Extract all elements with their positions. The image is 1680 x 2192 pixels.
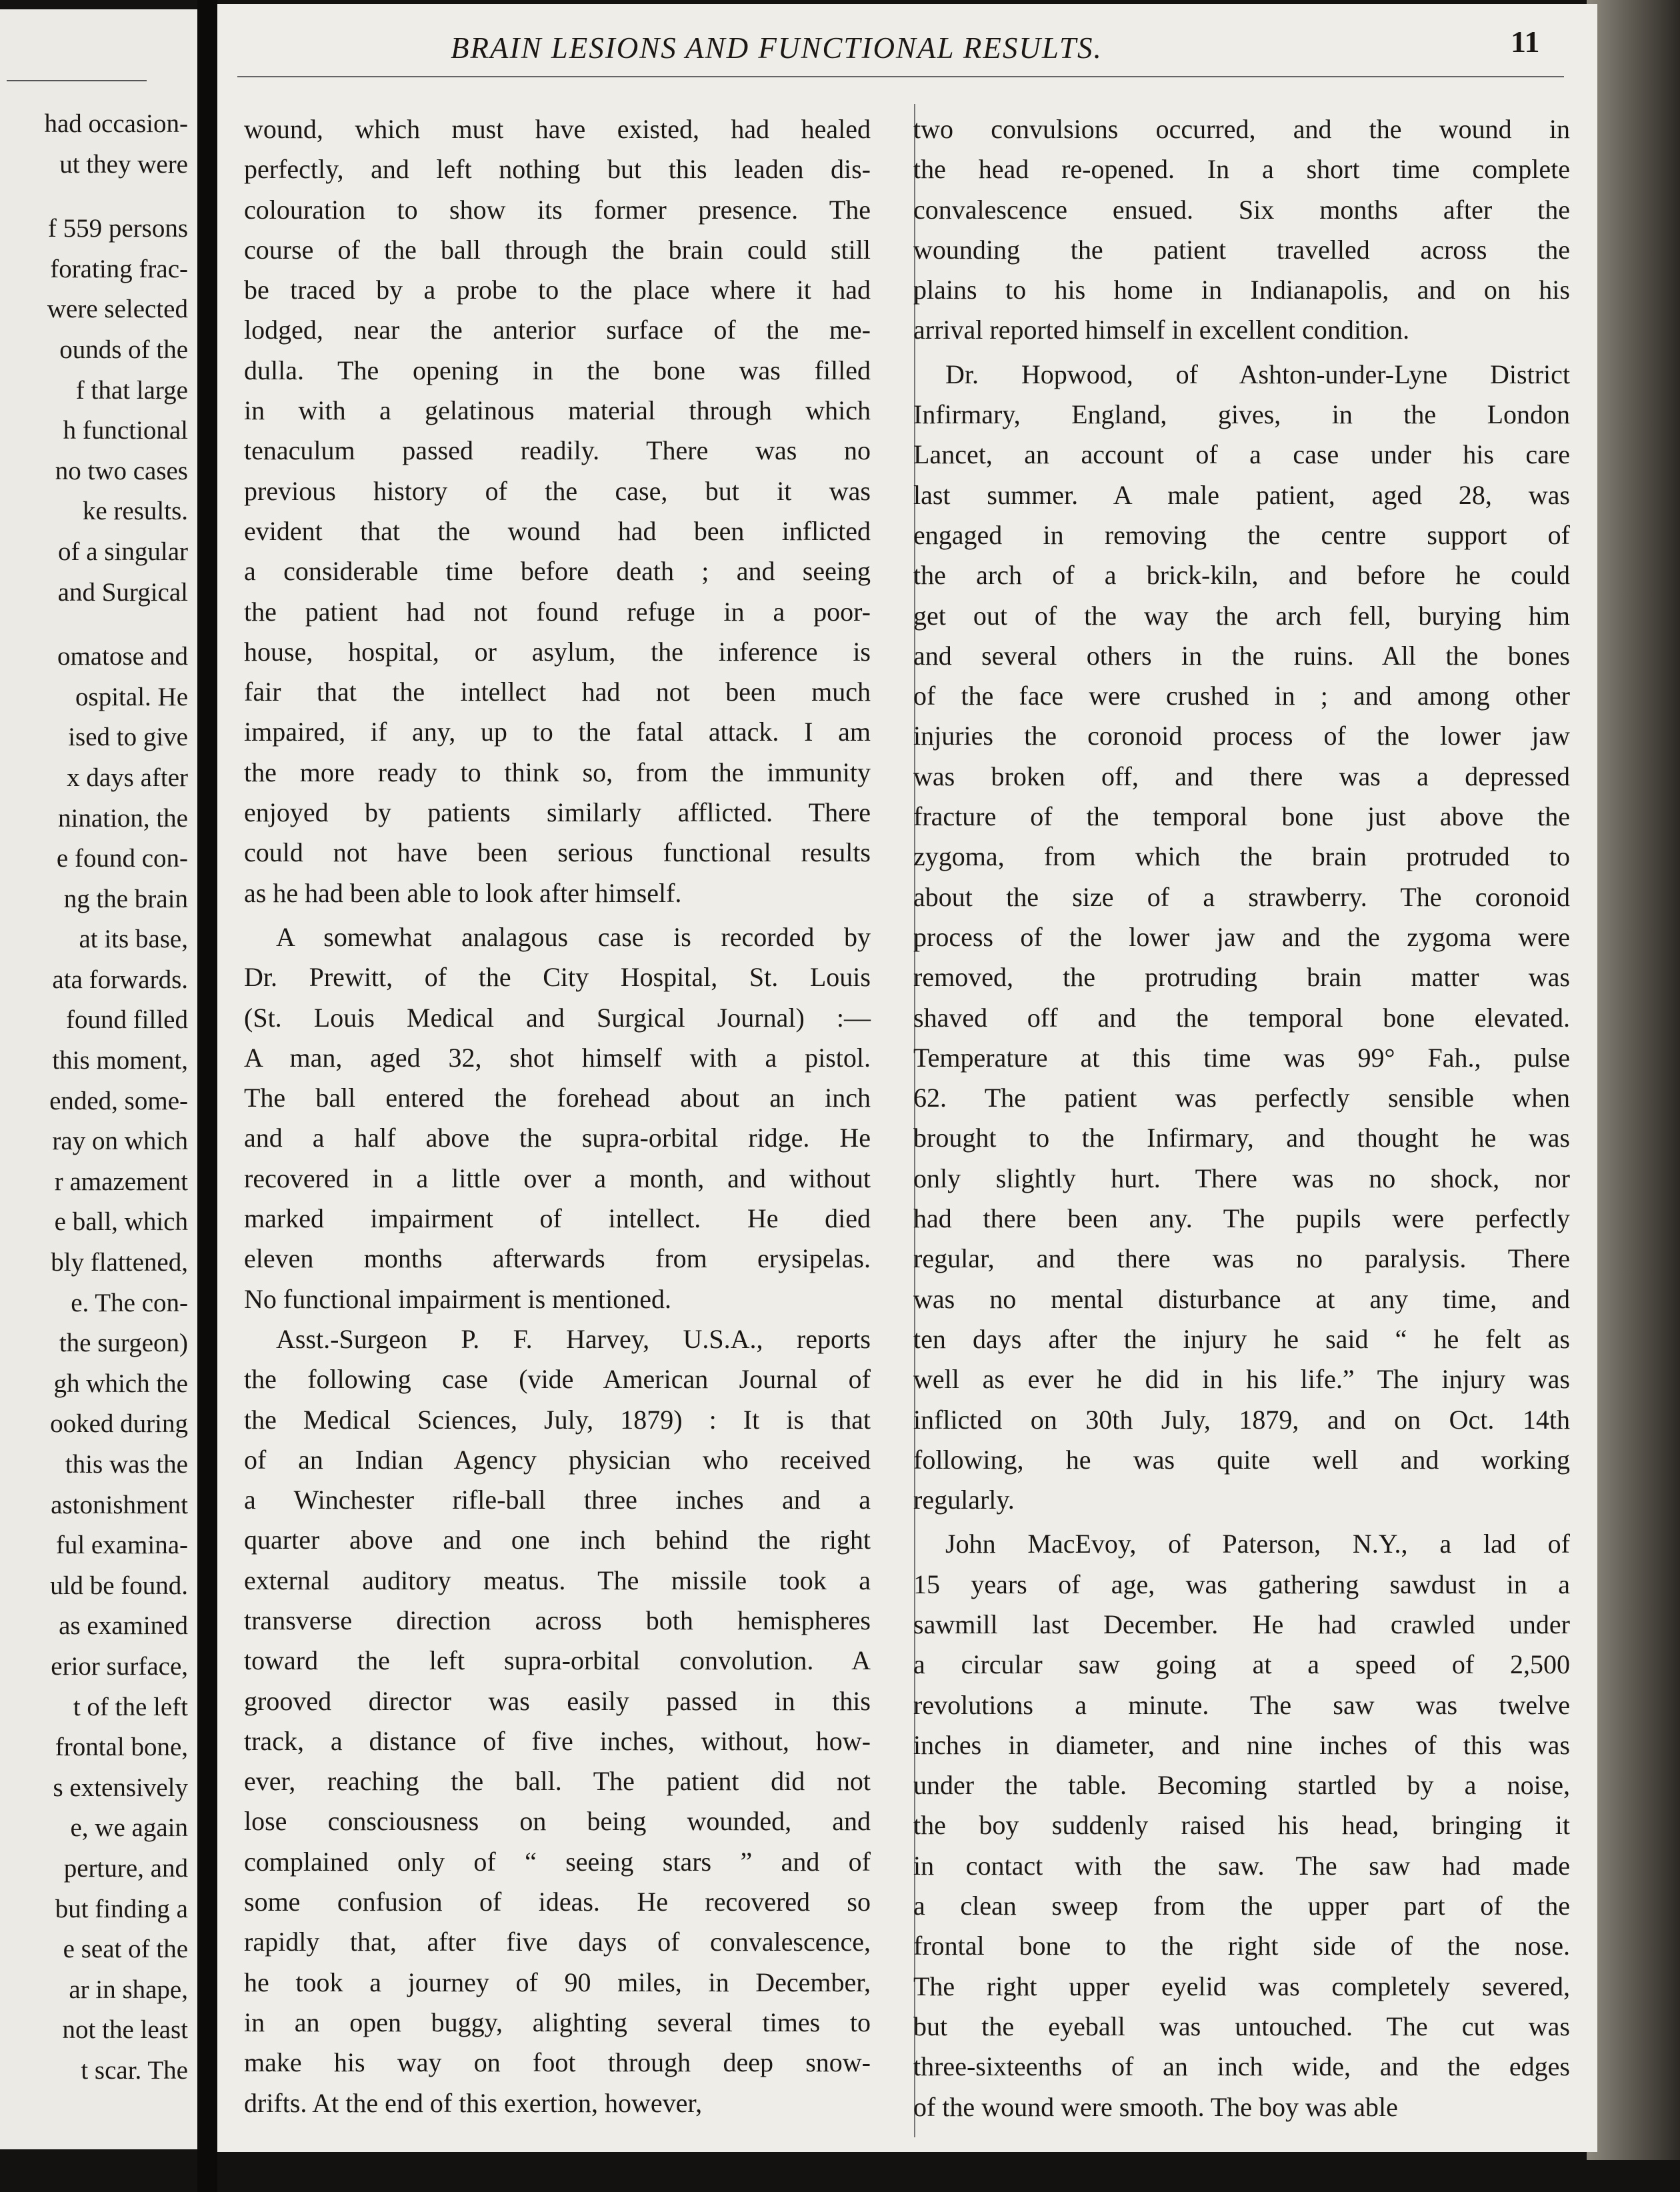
text-line: perfectly, and left nothing but this leaden dis-	[244, 154, 871, 185]
text-line: about the size of a strawberry. The coronoid	[913, 881, 1570, 912]
text-line: x days after	[67, 763, 188, 792]
text-line: following, he was quite well and working	[913, 1444, 1570, 1475]
text-line: in contact with the saw. The saw had made	[913, 1850, 1570, 1881]
text-line: arrival reported himself in excellent condition.	[913, 315, 1410, 345]
text-line: f that large	[75, 375, 188, 405]
text-line: process of the lower jaw and the zygoma were	[913, 921, 1570, 952]
paragraph-gap	[0, 613, 188, 637]
text-line: ful examina-	[55, 1531, 188, 1560]
text-line: 62. The patient was perfectly sensible when	[913, 1083, 1570, 1113]
text-line: ng the brain	[63, 884, 188, 913]
text-line: enjoyed by patients similarly afflicted. There	[244, 797, 871, 828]
text-line: transverse direction across both hemispheres	[244, 1605, 871, 1635]
text-line: well as ever he did in his life.” The injury was	[913, 1364, 1570, 1395]
text-line: Infirmary, England, gives, in the London	[913, 399, 1570, 430]
text-line: ke results.	[82, 497, 188, 526]
text-line: could not have been serious functional results	[244, 837, 871, 868]
text-line: no two cases	[55, 456, 188, 485]
text-line: previous history of the case, but it was	[244, 475, 871, 506]
text-line: A man, aged 32, shot himself with a pistol.	[244, 1042, 871, 1073]
text-line: omatose and	[57, 642, 188, 671]
text-line: t scar. The	[81, 2055, 188, 2085]
text-line: drifts. At the end of this exertion, however,	[244, 2087, 703, 2118]
text-line: quarter above and one inch behind the right	[244, 1525, 871, 1555]
text-line: revolutions a minute. The saw was twelve	[913, 1689, 1570, 1720]
text-line: ounds of the	[59, 335, 188, 364]
text-line: tenaculum passed readily. There was no	[244, 435, 871, 466]
text-line: r amazement	[54, 1167, 188, 1196]
text-line: ended, some-	[49, 1086, 188, 1115]
page	[217, 4, 1597, 2152]
text-line: the following case (vide American Journal of	[244, 1364, 871, 1395]
facing-page-fragment	[0, 9, 197, 2149]
text-line: found filled	[65, 1005, 188, 1035]
text-line: was no mental disturbance at any time, and	[913, 1283, 1570, 1314]
text-line: The ball entered the forehead about an inch	[244, 1083, 871, 1113]
text-line: plains to his home in Indianapolis, and on his	[913, 275, 1570, 305]
text-line: injuries the coronoid process of the lower jaw	[913, 721, 1570, 751]
text-line: some confusion of ideas. He recovered so	[244, 1887, 871, 1917]
book-gutter	[197, 0, 217, 2192]
left-column	[244, 109, 871, 2123]
text-line: course of the ball through the brain could still	[244, 234, 871, 265]
text-line: the more ready to think so, from the immunity	[244, 757, 871, 787]
text-line: No functional impairment is mentioned.	[244, 1283, 671, 1314]
page-edge	[1587, 0, 1680, 2160]
text-line: a Winchester rifle-ball three inches and a	[244, 1485, 871, 1515]
text-line: John MacEvoy, of Paterson, N.Y., a lad of	[945, 1529, 1570, 1559]
text-line: e, we again	[70, 1813, 188, 1843]
text-line: was broken off, and there was a depressed	[913, 761, 1570, 791]
text-line: Dr. Prewitt, of the City Hospital, St. Louis	[244, 962, 871, 993]
text-line: shaved off and the temporal bone elevated.	[913, 1002, 1570, 1033]
text-line: he took a journey of 90 miles, in December,	[244, 1967, 871, 1997]
text-line: under the table. Becoming startled by a noise,	[913, 1770, 1570, 1801]
text-line: only slightly hurt. There was no shock, nor	[913, 1163, 1570, 1193]
text-line: this moment,	[52, 1046, 188, 1075]
text-line: e found con-	[56, 844, 188, 873]
text-line: the head re-opened. In a short time complete	[913, 154, 1570, 185]
text-line: Lancet, an account of a case under his care	[913, 439, 1570, 470]
text-line: marked impairment of intellect. He died	[244, 1203, 871, 1234]
text-line: lose consciousness on being wounded, and	[244, 1806, 871, 1837]
facing-page-text	[0, 104, 188, 2091]
text-line: The right upper eyelid was completely severed,	[913, 1971, 1570, 2001]
text-line: track, a distance of five inches, without, how-	[244, 1725, 871, 1756]
right-column	[907, 109, 1570, 2127]
text-line: removed, the protruding brain matter was	[913, 962, 1570, 993]
text-line: A somewhat analagous case is recorded by	[276, 921, 871, 952]
text-line: in an open buggy, alighting several times to	[244, 2007, 871, 2037]
text-line: as examined	[59, 1611, 188, 1641]
text-line: had occasion-	[44, 109, 188, 138]
text-line: and several others in the ruins. All the bones	[913, 640, 1570, 671]
text-line: ooked during	[50, 1409, 188, 1439]
text-line: Dr. Hopwood, of Ashton-under-Lyne District	[945, 359, 1570, 389]
text-line: two convulsions occurred, and the wound in	[913, 114, 1570, 144]
text-line: the boy suddenly raised his head, bringing it	[913, 1810, 1570, 1841]
text-line: ata forwards.	[52, 965, 188, 994]
text-line: complained only of “ seeing stars ” and of	[244, 1846, 871, 1877]
text-line: of the wound were smooth. The boy was able	[913, 2091, 1398, 2122]
facing-page-rule	[7, 80, 147, 81]
text-line: of a singular	[58, 537, 188, 566]
text-line: gh which the	[53, 1369, 188, 1398]
text-line: evident that the wound had been inflicted	[244, 515, 871, 546]
text-line: grooved director was easily passed in this	[244, 1685, 871, 1716]
text-line: toward the left supra-orbital convolution. A	[244, 1645, 871, 1676]
text-line: wound, which must have existed, had healed	[244, 114, 871, 144]
page-number: 11	[1511, 25, 1540, 59]
text-line: the Medical Sciences, July, 1879) : It is that	[244, 1404, 871, 1435]
text-line: astonishment	[51, 1490, 188, 1519]
text-line: of an Indian Agency physician who received	[244, 1444, 871, 1475]
text-line: as he had been able to look after himself.	[244, 877, 682, 908]
text-line: uld be found.	[50, 1571, 188, 1600]
text-line: impaired, if any, up to the fatal attack. I am	[244, 717, 871, 747]
text-line: inflicted on 30th July, 1879, and on Oct. 14th	[913, 1404, 1570, 1435]
text-line: ever, reaching the ball. The patient did not	[244, 1766, 871, 1797]
text-line: wounding the patient travelled across the	[913, 234, 1570, 265]
text-line: regular, and there was no paralysis. There	[913, 1243, 1570, 1274]
text-line: make his way on foot through deep snow-	[244, 2047, 871, 2078]
text-line: t of the left	[73, 1692, 188, 1721]
text-line: ut they were	[59, 149, 188, 179]
text-line: ar in shape,	[69, 1975, 188, 2004]
text-line: dulla. The opening in the bone was filled	[244, 355, 871, 385]
text-line: three-sixteenths of an inch wide, and the edges	[913, 2051, 1570, 2082]
text-line: Asst.-Surgeon P. F. Harvey, U.S.A., reports	[276, 1323, 871, 1354]
text-line: forating frac-	[50, 254, 188, 283]
text-line: Temperature at this time was 99° Fah., pulse	[913, 1042, 1570, 1073]
text-line: nination, the	[58, 803, 188, 833]
text-line: not the least	[62, 2015, 188, 2045]
text-line: in with a gelatinous material through which	[244, 395, 871, 426]
text-line: house, hospital, or asylum, the inference is	[244, 636, 871, 667]
text-line: and a half above the supra-orbital ridge. He	[244, 1123, 871, 1153]
text-line: fracture of the temporal bone just above the	[913, 801, 1570, 832]
text-line: were selected	[47, 295, 188, 324]
text-line: engaged in removing the centre support of	[913, 519, 1570, 550]
text-line: (St. Louis Medical and Surgical Journal) :—	[244, 1002, 871, 1033]
text-line: e ball, which	[54, 1207, 188, 1237]
text-line: a circular saw going at a speed of 2,500	[913, 1649, 1570, 1680]
header-rule	[237, 76, 1564, 77]
text-line: recovered in a little over a month, and without	[244, 1163, 871, 1193]
text-line: of the face were crushed in ; and among other	[913, 681, 1570, 711]
text-line: external auditory meatus. The missile took a	[244, 1565, 871, 1595]
text-line: ray on which	[52, 1127, 188, 1156]
text-line: e seat of the	[63, 1935, 188, 1964]
text-line: this was the	[65, 1450, 188, 1479]
text-line: but finding a	[55, 1894, 188, 1923]
text-line: rapidly that, after five days of convalescence,	[244, 1927, 871, 1957]
text-line: at its base,	[79, 925, 188, 954]
text-line: fair that the intellect had not been much	[244, 677, 871, 707]
text-line: sawmill last December. He had crawled under	[913, 1609, 1570, 1639]
text-line: frontal bone,	[55, 1733, 188, 1762]
text-line: the surgeon)	[59, 1329, 188, 1358]
text-line: erior surface,	[51, 1651, 188, 1681]
text-line: ten days after the injury he said “ he felt as	[913, 1323, 1570, 1354]
text-line: last summer. A male patient, aged 28, was	[913, 479, 1570, 510]
text-line: h functional	[63, 416, 188, 445]
text-line: get out of the way the arch fell, burying him	[913, 600, 1570, 631]
text-line: colouration to show its former presence. The	[244, 194, 871, 225]
text-line: s extensively	[53, 1773, 188, 1802]
text-line: bly flattened,	[51, 1248, 188, 1277]
text-line: lodged, near the anterior surface of the me-	[244, 315, 871, 345]
text-line: eleven months afterwards from erysipelas.	[244, 1243, 871, 1274]
text-line: perture, and	[63, 1853, 188, 1883]
text-line: convalescence ensued. Six months after the	[913, 194, 1570, 225]
running-head: BRAIN LESIONS AND FUNCTIONAL RESULTS.	[451, 31, 1103, 65]
text-line: zygoma, from which the brain protruded to	[913, 841, 1570, 872]
text-line: 15 years of age, was gathering sawdust in a	[913, 1569, 1570, 1599]
text-line: the arch of a brick-kiln, and before he could	[913, 560, 1570, 591]
text-line: be traced by a probe to the place where it had	[244, 275, 871, 305]
text-line: f 559 persons	[47, 214, 188, 243]
text-line: ised to give	[68, 723, 188, 752]
text-line: had there been any. The pupils were perfectly	[913, 1203, 1570, 1234]
text-line: the patient had not found refuge in a poor-	[244, 596, 871, 627]
text-line: ospital. He	[75, 682, 188, 711]
paragraph-gap	[0, 185, 188, 209]
text-line: brought to the Infirmary, and thought he was	[913, 1123, 1570, 1153]
text-line: and Surgical	[57, 577, 188, 607]
text-line: inches in diameter, and nine inches of this was	[913, 1729, 1570, 1760]
text-line: e. The con-	[71, 1288, 188, 1317]
text-line: but the eyeball was untouched. The cut was	[913, 2011, 1570, 2041]
text-line: a clean sweep from the upper part of the	[913, 1891, 1570, 1921]
text-line: regularly.	[913, 1485, 1015, 1515]
text-line: a considerable time before death ; and seeing	[244, 556, 871, 587]
text-line: frontal bone to the right side of the nose.	[913, 1931, 1570, 1961]
